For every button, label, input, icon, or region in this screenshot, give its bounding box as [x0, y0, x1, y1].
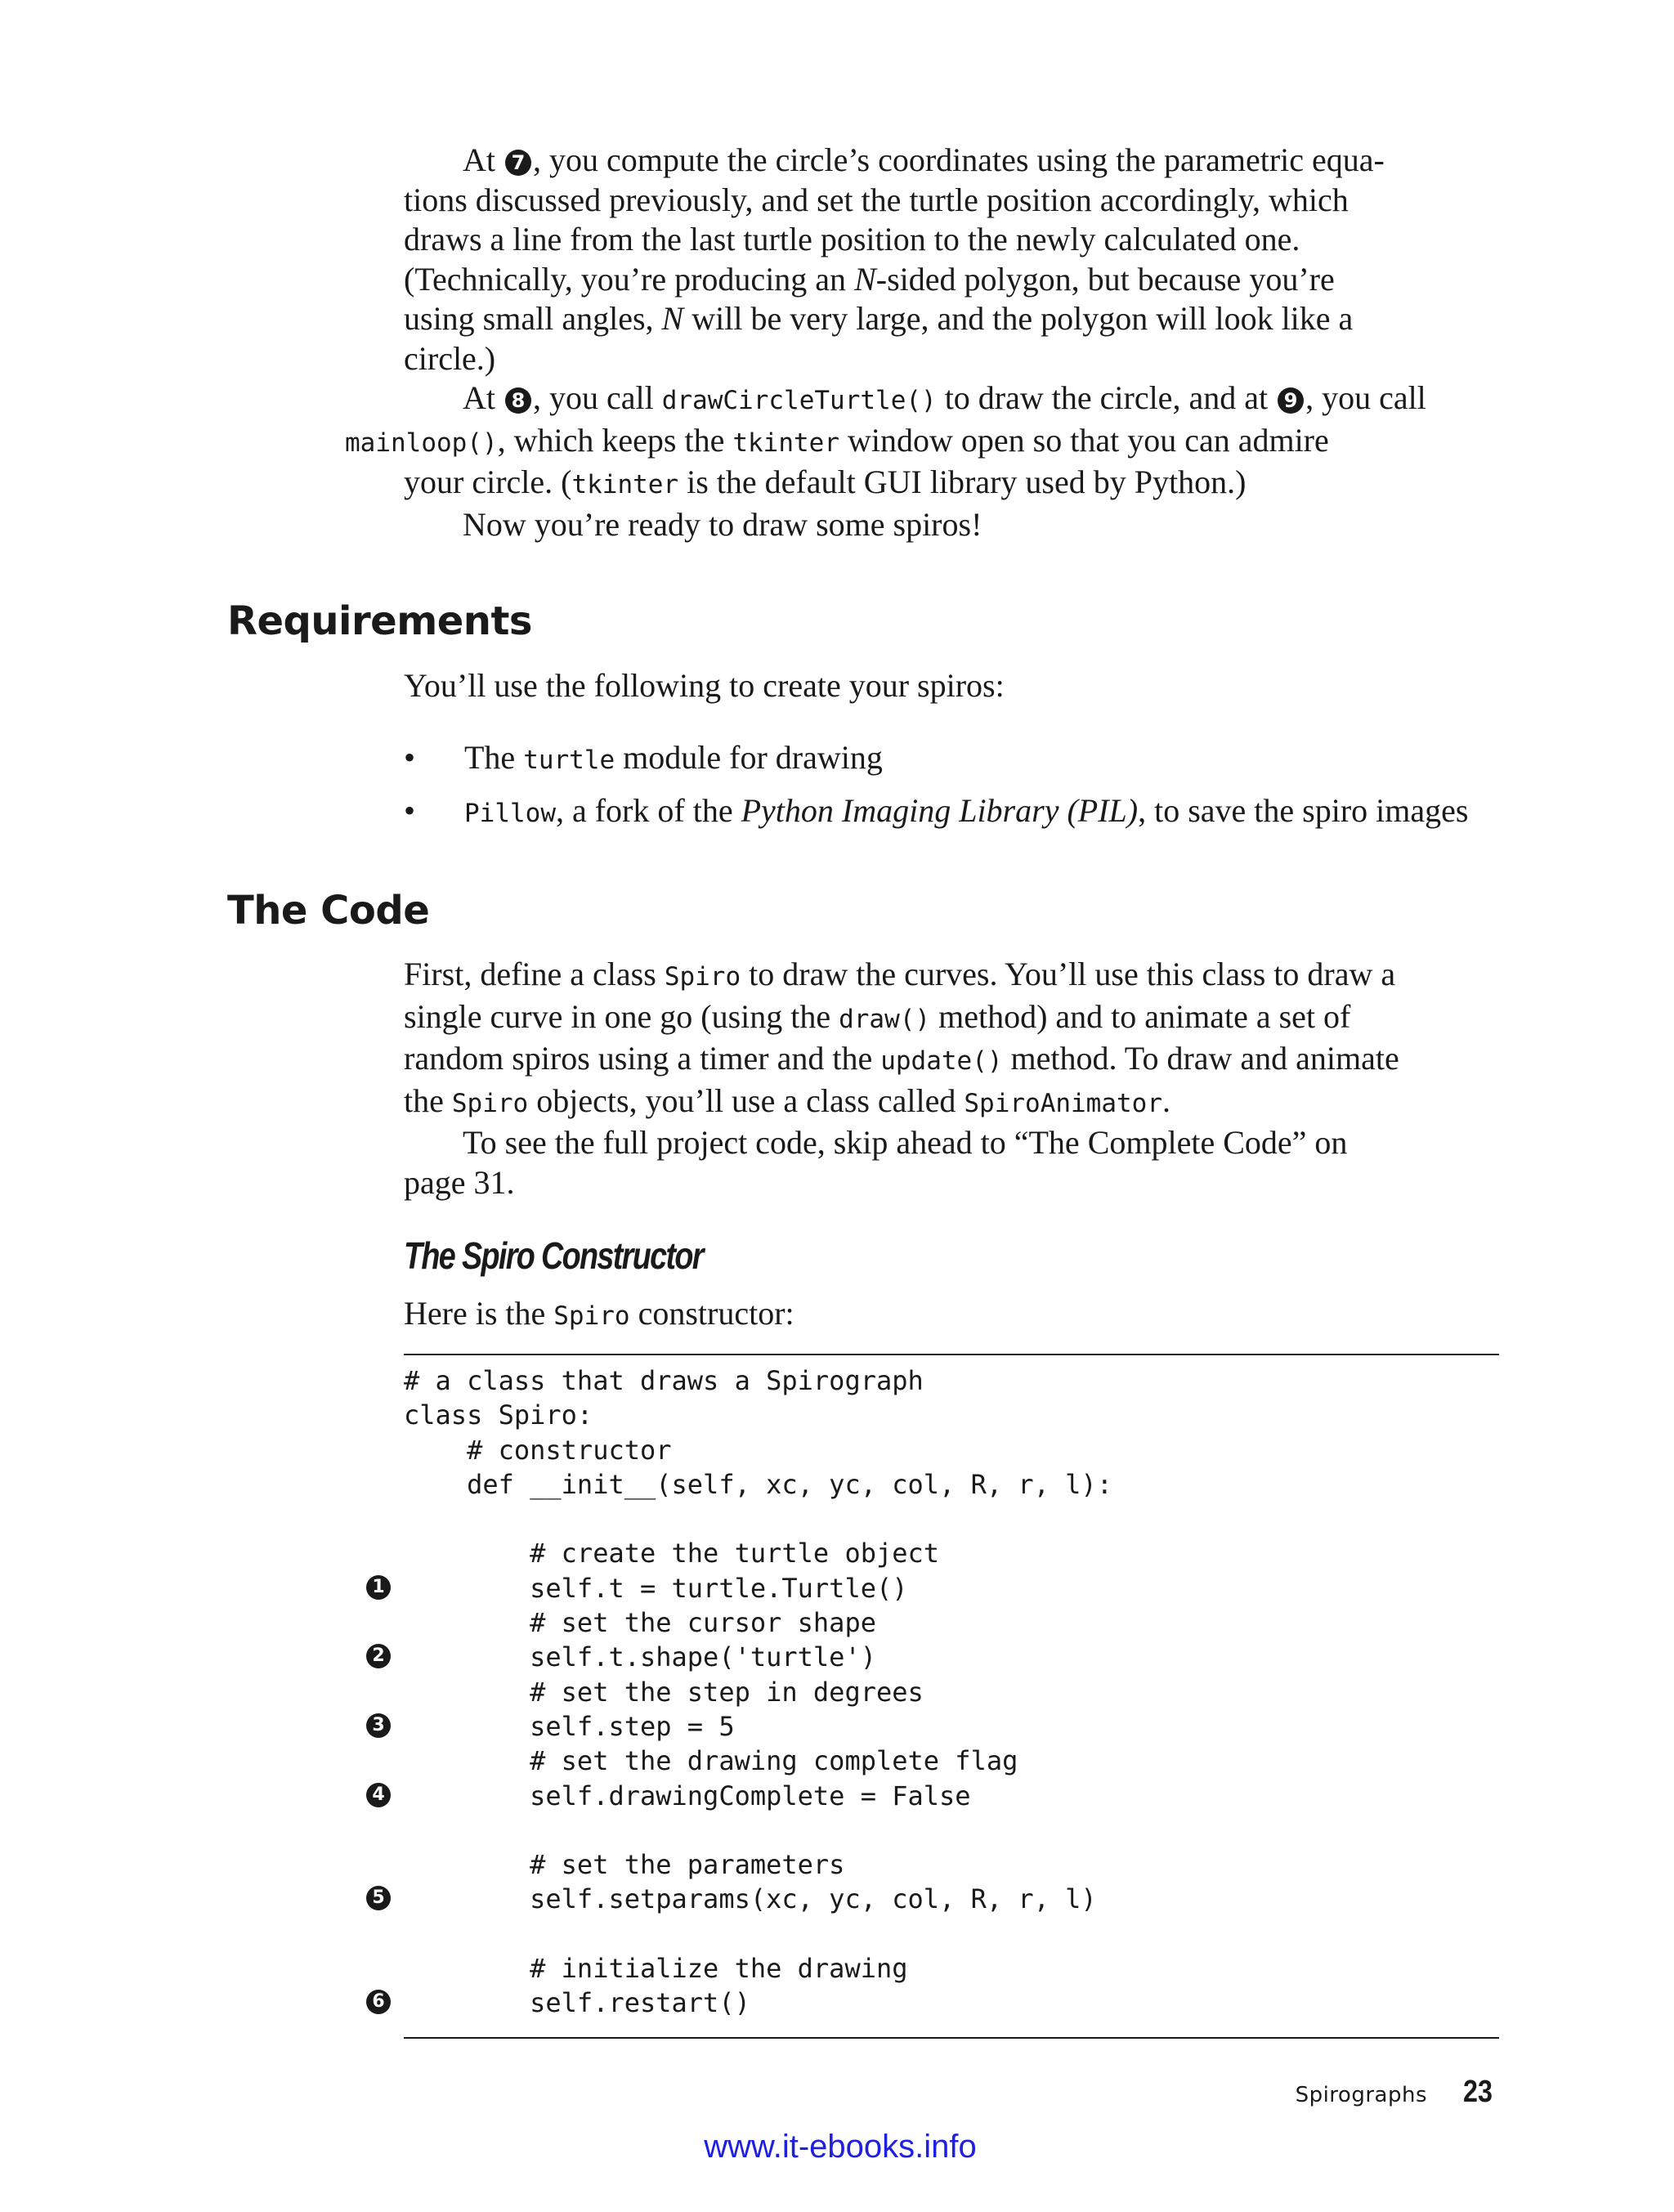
code-text: def __init__(self, xc, yc, col, R, r, l): — [404, 1468, 1112, 1500]
callout-5-icon: 5 — [366, 1886, 391, 1910]
the-code-text — [404, 955, 1499, 1202]
code-line — [372, 1986, 1499, 2020]
code-line — [372, 1640, 1499, 1674]
code-line — [372, 1709, 1499, 1744]
code-line — [404, 1605, 1499, 1640]
callout-2-icon: 2 — [366, 1644, 391, 1668]
code-line — [404, 1398, 1499, 1432]
code-line — [404, 1951, 1499, 1986]
callout-7-icon: 7 — [505, 150, 531, 176]
callout-9-icon: 9 — [1278, 387, 1304, 414]
callout-3-icon: 3 — [366, 1713, 391, 1738]
requirements-lead-block — [404, 666, 1499, 706]
code-text: # constructor — [404, 1434, 672, 1466]
code-line — [372, 1779, 1499, 1813]
code-text: # initialize the drawing — [404, 1953, 908, 1985]
code-text: # set the cursor shape — [404, 1607, 876, 1639]
code-text: class Spiro: — [404, 1399, 593, 1431]
code-line — [404, 1433, 1499, 1467]
code-line — [372, 1571, 1499, 1605]
callout-8-icon: 8 — [505, 387, 531, 414]
code-line — [404, 1502, 1499, 1536]
code-text: # set the step in degrees — [404, 1676, 924, 1708]
code-line — [404, 1675, 1499, 1709]
page-number: 23 — [1463, 2075, 1493, 2109]
requirements-heading: Requirements — [227, 598, 532, 644]
code-line — [372, 1882, 1499, 1916]
intro-paragraph-1: At 7 , you compute the circle’s coordinates using the parametric equa- tions discussed previously, and set the turtle position accordingly, which draws a line from the last turtle position to the newly calculated one. (Technically, you’re producing an N-sided polygon, but because you’re using small angles, N will be very large, and the polygon will look like a circle.) — [404, 141, 1385, 377]
bullet-icon: • — [404, 739, 416, 776]
code-top-rule — [404, 1354, 1499, 1355]
code-line — [404, 1744, 1499, 1778]
the-code-paragraph-2: To see the full project code, skip ahead to “The Complete Code” on page 31. — [404, 1124, 1348, 1201]
code-line — [404, 1467, 1499, 1502]
callout-1-icon: 1 — [366, 1575, 391, 1600]
code-text: # set the parameters — [404, 1849, 845, 1881]
requirements-list — [404, 732, 1548, 839]
watermark-link[interactable]: www.it-ebooks.info — [704, 2129, 977, 2165]
constructor-lead-block — [404, 1294, 1499, 1337]
bullet-icon: • — [404, 792, 416, 829]
code-listing — [372, 1363, 1499, 2021]
code-text: self.setparams(xc, yc, col, R, r, l) — [404, 1883, 1097, 1915]
callout-6-icon: 6 — [366, 1990, 391, 2014]
code-line — [404, 1813, 1499, 1847]
code-text: self.restart() — [404, 1987, 750, 2019]
constructor-lead: Here is the Spiro constructor: — [404, 1295, 794, 1332]
intro-paragraph-3: Now you’re ready to draw some spiros! — [463, 505, 982, 543]
code-line — [404, 1917, 1499, 1951]
code-text: self.t.shape('turtle') — [404, 1641, 876, 1673]
callout-4-icon: 4 — [366, 1783, 391, 1807]
code-text: # create the turtle object — [404, 1538, 940, 1569]
spiro-constructor-heading: The Spiro Constructor — [404, 1234, 703, 1277]
code-text: self.step = 5 — [404, 1710, 735, 1742]
the-code-paragraph-1: First, define a class Spiro to draw the curves. You’ll use this class to draw a single curve in one go (using the draw() method) and to animate a set of random spiros using a timer and the update() method. To draw and animate the Spiro objects, you’ll use a class called SpiroAnimator. — [404, 956, 1399, 1119]
code-bottom-rule — [404, 2037, 1499, 2039]
requirements-lead: You’ll use the following to create your spiros: — [404, 667, 1005, 704]
code-text: # set the drawing complete flag — [404, 1745, 1018, 1777]
intro-text — [345, 141, 1499, 544]
code-line — [404, 1847, 1499, 1882]
list-item: • Pillow, a fork of the Python Imaging Library (PIL), to save the spiro images — [404, 786, 1548, 839]
code-text: self.drawingComplete = False — [404, 1780, 971, 1811]
list-item: • The turtle module for drawing — [404, 732, 1548, 786]
intro-paragraph-2: At 8 , you call drawCircleTurtle() to draw the circle, and at 9 , you call mainloop(), which keeps the tkinter window open so that you can admire your circle. (tkinter is the default GUI library used by Python.) — [345, 379, 1426, 500]
code-line — [404, 1363, 1499, 1398]
code-text: # a class that draws a Spirograph — [404, 1365, 924, 1396]
code-text: self.t = turtle.Turtle() — [404, 1572, 908, 1604]
the-code-heading: The Code — [227, 888, 430, 934]
code-line — [404, 1536, 1499, 1570]
running-head: Spirographs — [1295, 2083, 1427, 2107]
